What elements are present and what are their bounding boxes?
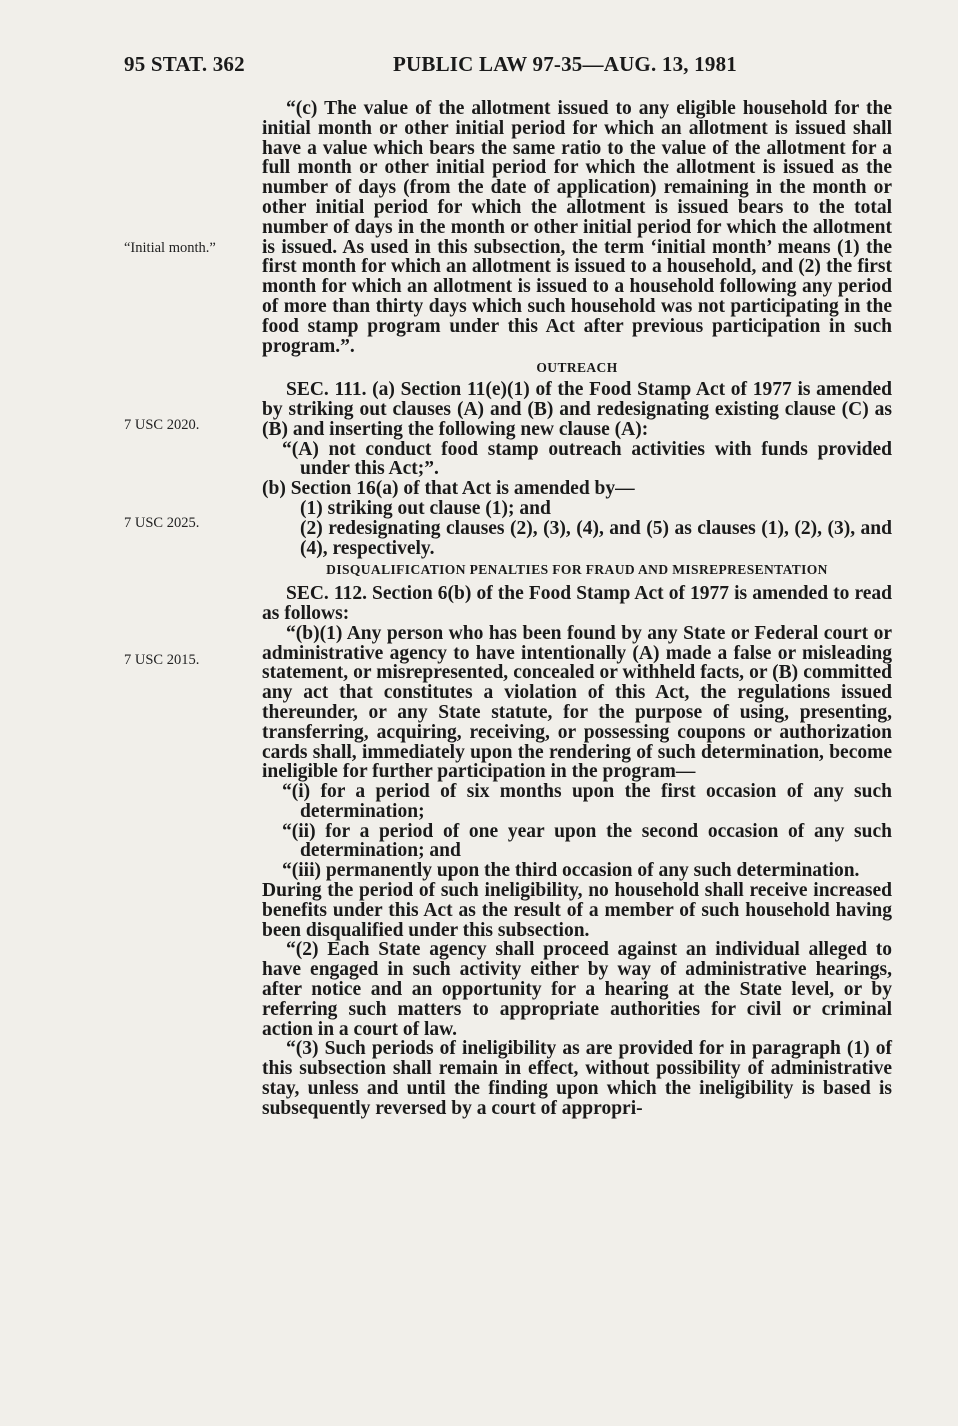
section-111: SEC. 111. (a) Section 11(e)(1) of the Food Stamp Act of 1977 is amended by striking out clauses (A) and (B) and redesignating existing clause (C) as (B) and inserting the following new clause (A): [262,379,892,440]
clause-i: “(i) for a period of six months upon the first occasion of any such determination; [282,781,892,822]
paragraph-b-1: “(b)(1) Any person who has been found by any State or Federal court or administrative agency to have intentionally (A) made a false or misleading statement, or misrepresented, concealed or withheld facts, or (B) committed any act that constitutes a violation of this Act, the regulations issued thereunder, or any State statute, for the purpose of using, presenting, transferring, acquiring, receiving, or possessing coupons or authorization cards shall, immediately upon the rendering of such determination, become ineligible for further participation in the program— [262,622,892,783]
clause-iii: “(iii) permanently upon the third occasion of any such determination. [282,860,860,882]
page-header [0,52,958,84]
document-body [262,99,892,1119]
section-111-b-1: (1) striking out clause (1); and [300,497,551,519]
paragraph-2: “(2) Each State agency shall proceed against an individual alleged to have engaged in such activity either by way of administrative hearings, after notice and an opportunity for a hearing at the State level, or by referring such matters to appropriate authorities for civil or criminal action in a court of law. [262,939,892,1040]
margin-note-usc-2020: 7 USC 2020. [124,417,200,433]
paragraph-c-allotment: “(c) The value of the allotment issued to any eligible household for the initial month or other initial period for which an allotment is issued shall have a value which bears the same ratio to the value of the allotment for a full month or other initial period for which the allotment is issued as the number of days (from the date of application) remaining in the month or other initial period for which the allotment is issued bears to the total number of days in the month or other initial period for which the allotment is issued. As used in this subsection, the term ‘initial month’ means (1) the first month for which an allotment is issued to a household, and (2) the first month for which an allotment is issued to a household following any period of more than thirty days which such household was not participating in the food stamp program under this Act after previous participation in such program.”. [262,98,892,357]
paragraph-during: During the period of such ineligibility, no household shall receive increased benefits under this Act as the result of a member of such household having been disqualified under this subsection. [262,880,892,941]
section-111-b: (b) Section 16(a) of that Act is amended by— [262,478,635,500]
margin-note-usc-2025: 7 USC 2025. [124,515,200,531]
paragraph-3: “(3) Such periods of ineligibility as are provided for in paragraph (1) of this subsection shall remain in effect, without possibility of administrative stay, unless and until the finding upon which the ineligibility is based is subsequently reversed by a court of appropri- [262,1038,892,1119]
heading-disqualification: DISQUALIFICATION PENALTIES FOR FRAUD AND MISREPRESENTATION [326,562,828,578]
statute-page-number: 95 STAT. 362 [124,52,245,76]
margin-note-initial-month: “Initial month.” [124,240,216,256]
public-law-title: PUBLIC LAW 97-35—AUG. 13, 1981 [393,52,737,76]
section-111-clause-a: “(A) not conduct food stamp outreach activities with funds provided under this Act;”. [282,438,892,480]
clause-ii: “(ii) for a period of one year upon the second occasion of any such determination; and [282,820,892,862]
section-111-b-2: (2) redesignating clauses (2), (3), (4), and (5) as clauses (1), (2), (3), and (4), respectively. [300,517,892,559]
margin-note-usc-2015: 7 USC 2015. [124,652,200,668]
heading-outreach: OUTREACH [536,360,618,376]
section-112: SEC. 112. Section 6(b) of the Food Stamp Act of 1977 is amended to read as follows: [262,583,892,624]
